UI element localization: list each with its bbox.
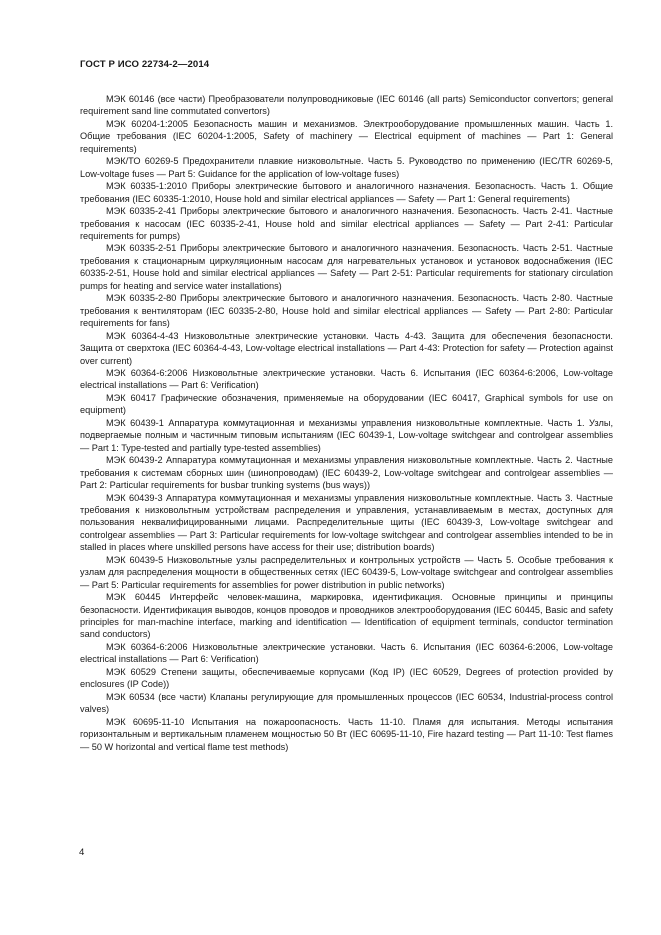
- reference-item: МЭК/ТО 60269-5 Предохранители плавкие низковольтные. Часть 5. Руководство по применению (IEC/TR 60269-5, Low-voltage fuses — Part 5: Guidance for the application of low-voltage fuses): [80, 156, 613, 179]
- reference-item: МЭК 60335-1:2010 Приборы электрические бытового и аналогичного назначения. Безопасность. Часть 1. Общие требования (IEC 60335-1:2010, House hold and similar electrical appliances — Safety — Part 1: General requirements): [80, 181, 613, 204]
- reference-item: МЭК 60146 (все части) Преобразователи полупроводниковые (IEC 60146 (all parts) Semiconductor convertors; general requirement sand line commutated convertors): [80, 94, 613, 117]
- reference-item: МЭК 60335-2-80 Приборы электрические бытового и аналогичного назначения. Безопасность. Часть 2-80. Частные требования к вентиляторам (IEC 60335-2-80, House hold and similar electrical appliances — Safety — Part 2-80: Particular requirements for fans): [80, 293, 613, 329]
- reference-item: МЭК 60529 Степени защиты, обеспечиваемые корпусами (Код IP) (IEC 60529, Degrees of protection provided by enclosures (IP Code)): [80, 666, 613, 690]
- reference-item: МЭК 60534 (все части) Клапаны регулирующие для промышленных процессов (IEC 60534, Industrial-process control valves): [80, 691, 613, 715]
- reference-item: МЭК 60364-6:2006 Низковольтные электрические установки. Часть 6. Испытания (IEC 60364-6:2006, Low-voltage electrical installations — Part 6: Verification): [80, 367, 613, 391]
- reference-item: МЭК 60335-2-51 Приборы электрические бытового и аналогичного назначения. Безопасность. Часть 2-51. Частные требования к стационарным циркуляционным насосам для нагревательных установок и установок водоснабжения (IEC 60335-2-51, House hold and similar electrical appliances — Safety — Part 2-51: Particular requirements for stationary circulation pumps for heating and service water installations): [80, 243, 613, 291]
- reference-item: МЭК 60439-5 Низковольтные узлы распределительных и контрольных устройств — Часть 5. Особые требования к узлам для распределения мощности в общественных сетях (IEC 60439-5, Low-voltage switchgear and controlgear assemblies — Part 5: Particular requirements for assemblies for power distribution in public networks): [80, 554, 613, 590]
- reference-item: МЭК 60439-1 Аппаратура коммутационная и механизмы управления низковольтные комплектные. Часть 1. Узлы, подвергаемые полным и частичным типовым испытаниям (IEC 60439-1, Low-voltage switchgear and controlgear assemblies — Part 1: Type-tested and partially type-tested assemblies): [80, 417, 613, 453]
- standard-id: ГОСТ Р ИСО 22734-2—2014: [80, 59, 210, 70]
- reference-item: МЭК 60364-4-43 Низковольтные электрические установки. Часть 4-43. Защита для обеспечения безопасности. Защита от сверхтока (IEC 60364-4-43, Low-voltage electrical installations — Part 4-43: Protection for safety — Protection against over current): [80, 330, 613, 366]
- page-header: [80, 59, 209, 70]
- references-list: [80, 93, 613, 753]
- reference-item: МЭК 60445 Интерфейс человек-машина, маркировка, идентификация. Основные принципы и принципы безопасности. Идентификация выводов, концов проводов и проводников электрооборудования (IEC 60445, Basic and safety principles for man-machine interface, marking and identification — Identification of equipment terminals, conductor termination sand conductors): [80, 592, 613, 640]
- reference-item: МЭК 60695-11-10 Испытания на пожароопасность. Часть 11-10. Пламя для испытания. Методы испытания горизонтальным и вертикальным пламенем мощностью 50 Вт (IEC 60695-11-10, Fire hazard testing — Part 11-10: Test flames — 50 W horizontal and vertical flame test methods): [80, 716, 613, 752]
- reference-item: МЭК 60417 Графические обозначения, применяемые на оборудовании (IEC 60417, Graphical symbols for use on equipment): [80, 392, 613, 416]
- reference-item: МЭК 60364-6:2006 Низковольтные электрические установки. Часть 6. Испытания (IEC 60364-6:2006, Low-voltage electrical installations — Part 6: Verification): [80, 641, 613, 665]
- reference-item: МЭК 60439-3 Аппаратура коммутационная и механизмы управления низковольтные комплектные. Часть 3. Частные требования к низковольтным устройствам распределения и управления, устанавливаемым в местах, доступных для пользования неквалифицированными лицами. Распределительные щиты (IEC 60439-3, Low-voltage switchgear and controlgear assemblies — Part 3: Particular requirements for low-voltage switchgear and controlgear assemblies intended to be in stalled in places where unskilled persons have access for their use; distribution boards): [80, 492, 613, 553]
- reference-item: МЭК 60439-2 Аппаратура коммутационная и механизмы управления низковольтные комплектные. Часть 2. Частные требования к системам сборных шин (шинопроводам) (IEC 60439-2, Low-voltage switchgear and controlgear assemblies — Part 2: Particular requirements for busbar trunking systems (bus ways)): [80, 455, 613, 491]
- page-number: 4: [79, 847, 85, 858]
- reference-item: МЭК 60335-2-41 Приборы электрические бытового и аналогичного назначения. Безопасность. Часть 2-41. Частные требования к насосам (IEC 60335-2-41, House hold and similar electrical appliances — Safety — Part 2-41: Particular requirements for pumps): [80, 206, 613, 241]
- reference-item: МЭК 60204-1:2005 Безопасность машин и механизмов. Электрооборудование промышленных машин. Часть 1. Общие требования (IEC 60204-1:2005, Safety of machinery — Electrical equipment of machines — Part 1: General requirements): [80, 118, 613, 154]
